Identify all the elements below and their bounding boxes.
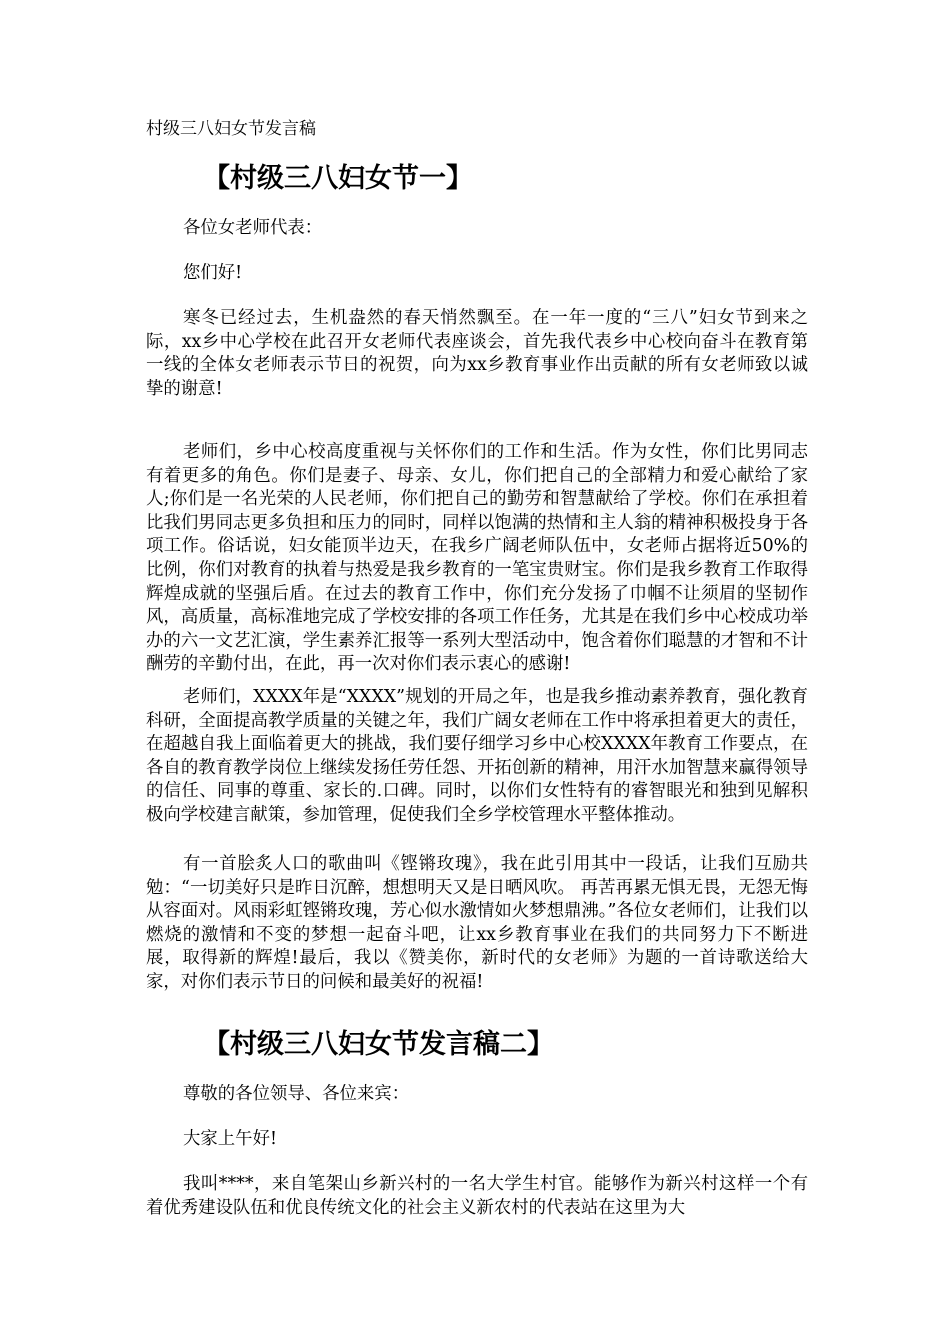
body-paragraph: 我叫****，来自笔架山乡新兴村的一名大学生村官。能够作为新兴村这样一个有着优秀建设队伍和优良传统文化的社会主义新农村的代表站在这里为大 <box>146 1174 808 1218</box>
section-heading-1: 【村级三八妇女节一】 <box>203 163 473 194</box>
greeting-paragraph: 大家上午好! <box>183 1129 277 1149</box>
body-paragraph: 老师们，XXXX年是“XXXX”规划的开局之年，也是我乡推动素养教育，强化教育科研，全面提高教学质量的关键之年，我们广阔女老师在工作中将承担着更大的责任，在超越自我上面临着更大的挑战，我们要仔细学习乡中心校XXXX年教育工作要点，在各自的教育教学岗位上继续发扬任劳任怨、开拓创新的精神，用汗水加智慧来赢得领导的信任、同事的尊重、家长的.口碑。同时，以你们女性特有的睿智眼光和独到见解积极向学校建言献策，参加管理，促使我们全乡学校管理水平整体推动。 <box>146 687 808 825</box>
section-heading-2: 【村级三八妇女节发言稿二】 <box>203 1029 554 1060</box>
document-title: 村级三八妇女节发言稿 <box>146 119 316 139</box>
body-paragraph: 有一首脍炙人口的歌曲叫《铿锵玫瑰》，我在此引用其中一段话，让我们互励共勉：“一切美好只是昨日沉醉，想想明天又是日晒风吹。 再苦再累无惧无畏，无怨无悔从容面对。风雨彩虹铿锵玫瑰，芳心似水激情如火梦想鼎沸。”各位女老师们，让我们以燃烧的激情和不变的梦想一起奋斗吧，让xx乡教育事业在我们的共同努力下不断进展，取得新的辉煌!最后，我以《赞美你，新时代的女老师》为题的一首诗歌送给大家，对你们表示节日的问候和最美好的祝福! <box>146 854 808 992</box>
salutation-paragraph: 各位女老师代表： <box>183 218 323 238</box>
body-paragraph: 老师们，乡中心校高度重视与关怀你们的工作和生活。作为女性，你们比男同志有着更多的角色。你们是妻子、母亲、女儿，你们把自己的全部精力和爱心献给了家人;你们是一名光荣的人民老师，你们把自己的勤劳和智慧献给了学校。你们在承担着比我们男同志更多负担和压力的同时，同样以饱满的热情和主人翁的精神积极投身于各项工作。俗话说，妇女能顶半边天，在我乡广阔老师队伍中，女老师占据将近50%的比例，你们对教育的执着与热爱是我乡教育的一笔宝贵财宝。你们是我乡教育工作取得辉煌成就的坚强后盾。在过去的教育工作中，你们充分发扬了巾帼不让须眉的坚韧作风，高质量，高标准地完成了学校安排的各项工作任务，尤其是在我们乡中心校成功举办的六一文艺汇演，学生素养汇报等一系列大型活动中，饱含着你们聪慧的才智和不计酬劳的辛勤付出，在此，再一次对你们表示衷心的感谢! <box>146 442 808 675</box>
greeting-paragraph: 您们好! <box>183 263 243 283</box>
salutation-paragraph: 尊敬的各位领导、各位来宾： <box>183 1084 410 1104</box>
body-paragraph: 寒冬已经过去，生机盎然的春天悄然飘至。在一年一度的“三八”妇女节到来之际，xx乡中心学校在此召开女老师代表座谈会，首先我代表乡中心校向奋斗在教育第一线的全体女老师表示节日的祝贺，向为xx乡教育事业作出贡献的所有女老师致以诚挚的谢意! <box>146 308 808 399</box>
